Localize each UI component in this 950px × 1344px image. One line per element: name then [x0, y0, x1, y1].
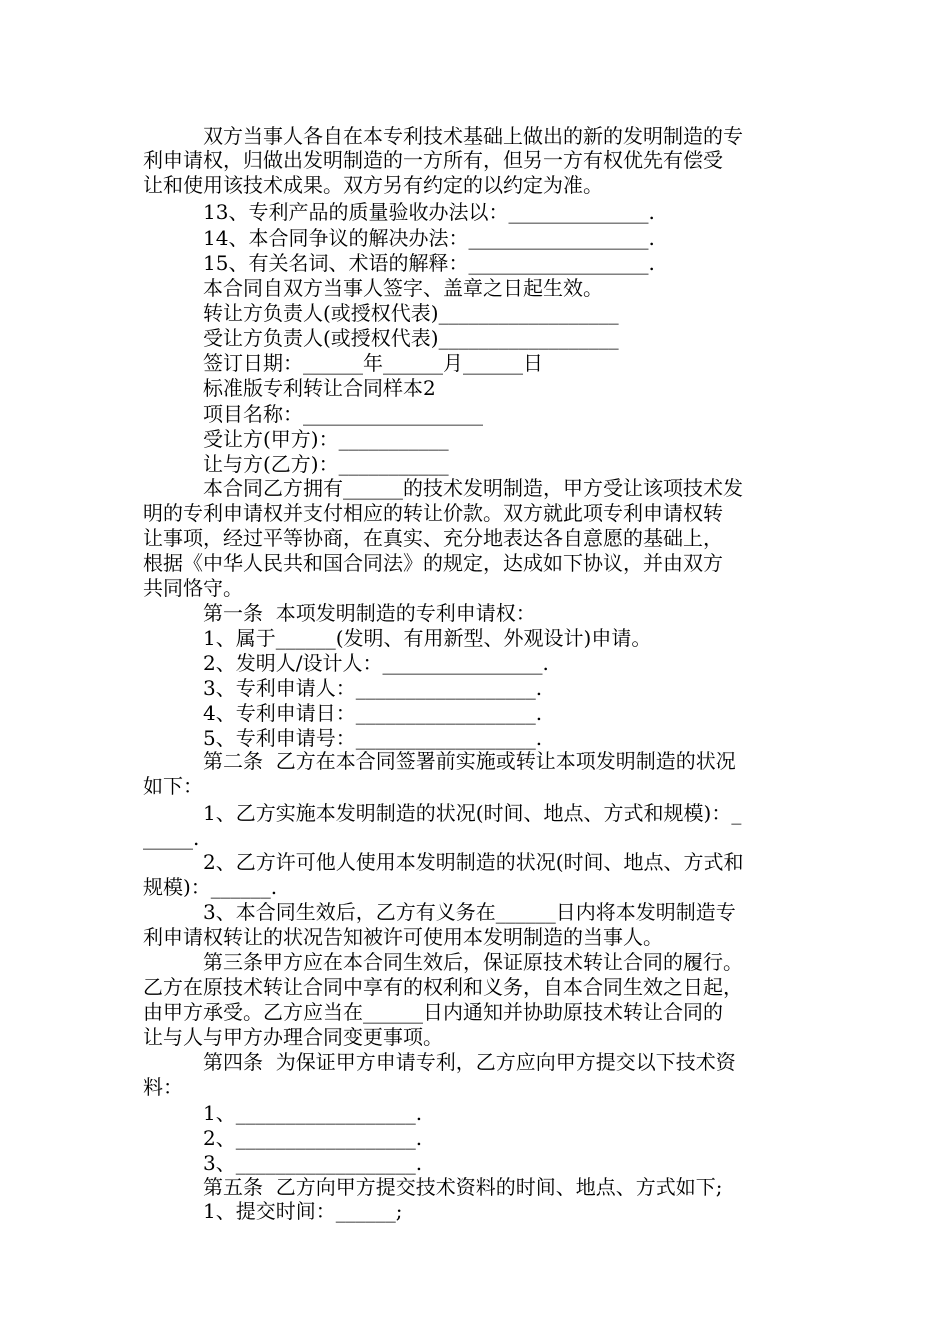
document-line: 本合同乙方拥有______的技术发明制造，甲方受让该项技术发	[203, 476, 743, 500]
document-line: 第一条 本项发明制造的专利申请权：	[203, 601, 536, 625]
document-line: 3、__________________.	[203, 1151, 423, 1175]
document-line: 标准版专利转让合同样本2	[203, 376, 436, 400]
document-line: 第四条 为保证甲方申请专利，乙方应向甲方提交以下技术资	[203, 1050, 736, 1074]
document-line: 第三条甲方应在本合同生效后，保证原技术转让合同的履行。	[203, 950, 743, 974]
document-line: 13、专利产品的质量验收办法以：______________.	[203, 200, 655, 224]
document-line: 根据《中华人民共和国合同法》的规定，达成如下协议，并由双方	[143, 551, 723, 575]
document-line: 4、专利申请日：__________________.	[203, 701, 543, 725]
document-line: 料：	[143, 1075, 183, 1099]
document-line: 1、属于______(发明、有用新型、外观设计)申请。	[203, 626, 652, 650]
document-line: 共同恪守。	[143, 576, 243, 600]
document-line: 2、乙方许可他人使用本发明制造的状况(时间、地点、方式和	[203, 850, 744, 874]
document-line: 转让方负责人(或授权代表)__________________	[203, 301, 619, 325]
document-line: 由甲方承受。乙方应当在______日内通知并协助原技术转让合同的	[143, 1000, 723, 1024]
document-line: 让与人与甲方办理合同变更事项。	[143, 1025, 443, 1049]
document-line: 签订日期：______年______月______日	[203, 351, 543, 375]
document-line: 第五条 乙方向甲方提交技术资料的时间、地点、方式如下;	[203, 1175, 723, 1199]
document-line: 利申请权，归做出发明制造的一方所有，但另一方有权优先有偿受	[143, 148, 723, 172]
document-line: 1、__________________.	[203, 1101, 423, 1125]
document-line: _____.	[143, 826, 200, 850]
document-line: 3、本合同生效后，乙方有义务在______日内将本发明制造专	[203, 900, 736, 924]
document-line: 让与方(乙方)：___________	[203, 452, 449, 476]
document-line: 让和使用该技术成果。双方另有约定的以约定为准。	[143, 173, 603, 197]
document-line: 明的专利申请权并支付相应的转让价款。双方就此项专利申请权转	[143, 501, 723, 525]
document-line: 乙方在原技术转让合同中享有的权利和义务，自本合同生效之日起，	[143, 975, 743, 999]
document-line: 1、提交时间：______;	[203, 1199, 403, 1223]
document-line: 受让方(甲方)：___________	[203, 427, 449, 451]
document-line: 利申请权转让的状况告知被许可使用本发明制造的当事人。	[143, 925, 663, 949]
document-line: 如下：	[143, 774, 203, 798]
document-line: 2、发明人/设计人：________________.	[203, 651, 549, 675]
document-line: 14、本合同争议的解决办法：__________________.	[203, 226, 655, 250]
document-line: 双方当事人各自在本专利技术基础上做出的新的发明制造的专	[203, 124, 743, 148]
document-line: 项目名称：__________________	[203, 402, 483, 426]
document-line: 2、__________________.	[203, 1126, 423, 1150]
document-line: 第二条 乙方在本合同签署前实施或转让本项发明制造的状况	[203, 749, 736, 773]
document-line: 让事项，经过平等协商，在真实、充分地表达各自意愿的基础上，	[143, 526, 723, 550]
document-line: 15、有关名词、术语的解释：__________________.	[203, 251, 655, 275]
document-line: 规模)：______.	[143, 875, 278, 899]
document-line: 受让方负责人(或授权代表)__________________	[203, 326, 619, 350]
document-line: 1、乙方实施本发明制造的状况(时间、地点、方式和规模)：_	[203, 801, 742, 825]
document-line: 5、专利申请号：__________________.	[203, 726, 543, 750]
document-line: 本合同自双方当事人签字、盖章之日起生效。	[203, 276, 603, 300]
document-line: 3、专利申请人：__________________.	[203, 676, 543, 700]
